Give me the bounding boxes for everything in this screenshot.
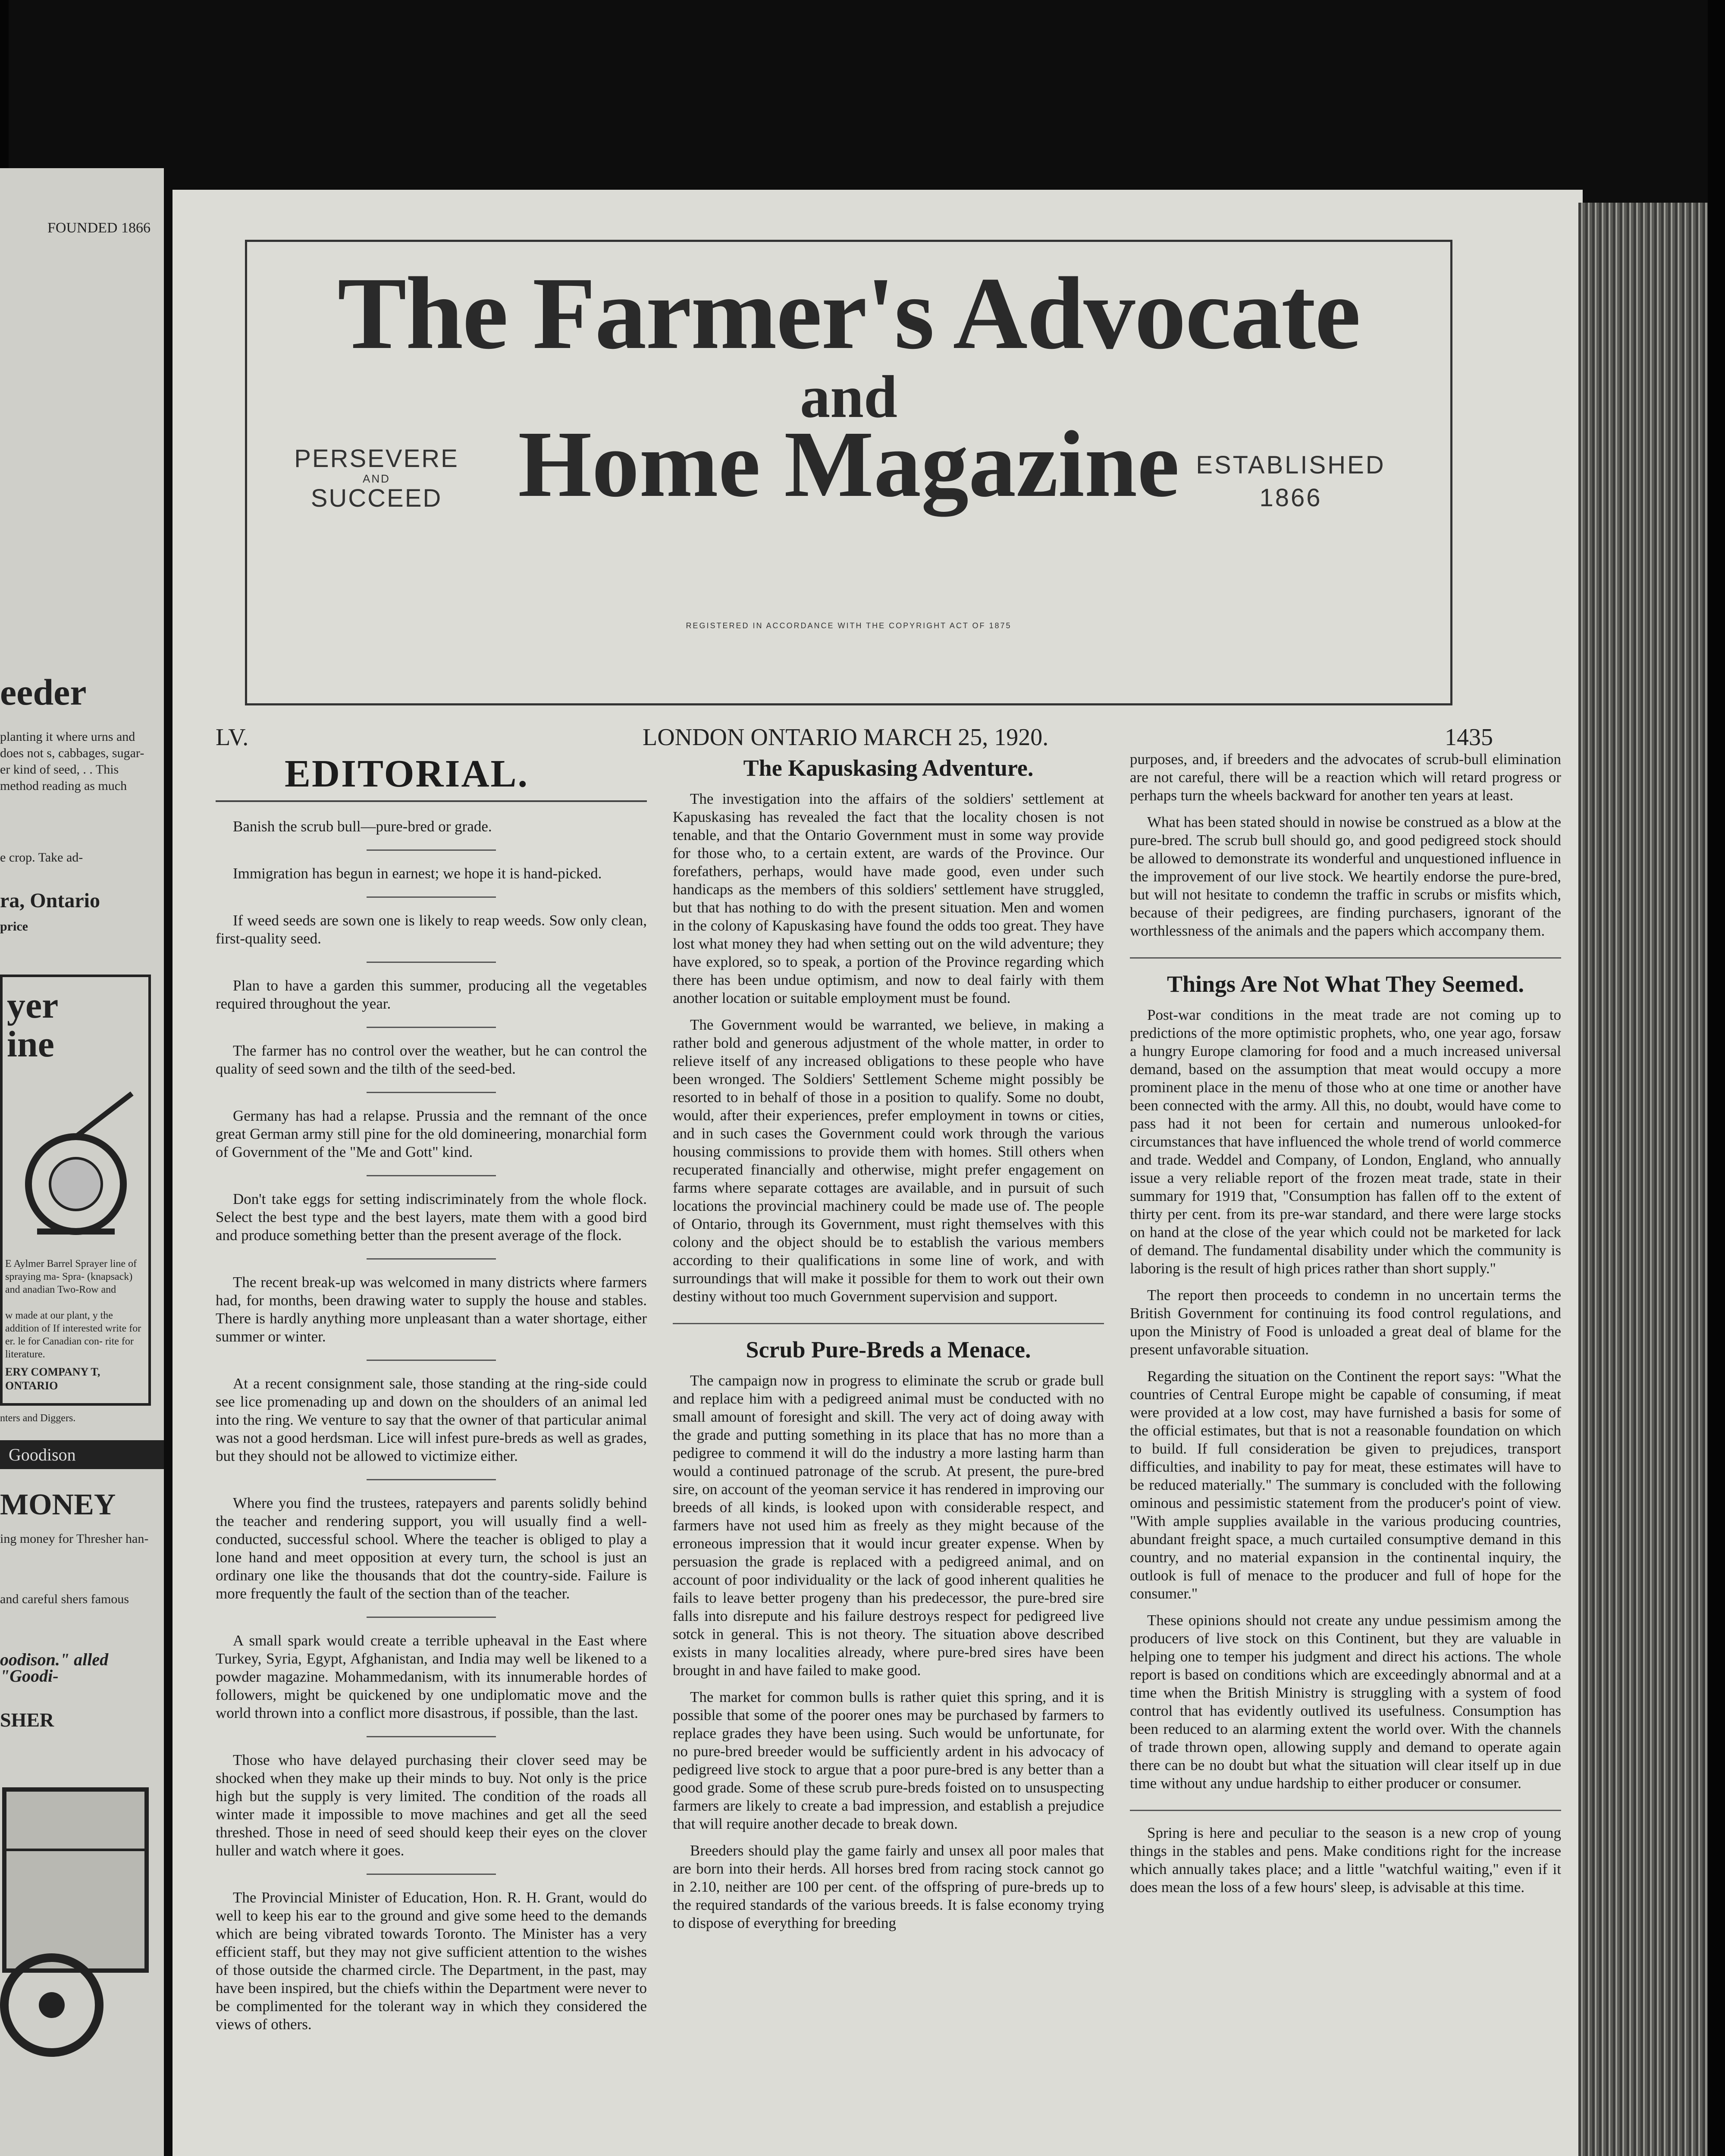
item-separator bbox=[367, 1874, 496, 1875]
newspaper-page bbox=[172, 190, 1583, 2156]
price-text: price bbox=[0, 919, 28, 934]
feeder-text: planting it where urns and does not s, cabbages, sugar- er kind of seed, . . This method reading as much bbox=[0, 730, 144, 793]
item-separator bbox=[367, 1092, 496, 1093]
masthead bbox=[245, 240, 1452, 705]
section-rule bbox=[1130, 1810, 1561, 1811]
editorial-items bbox=[216, 818, 647, 2034]
scrub-continued: What has been stated should in nowise be construed as a blow at the pure-bred. The scrub bull should go, and good pedigreed stock should be allowed to demonstrate its wonderful and unquestioned influence in the improvement of our live stock. We heartily endorse the pure-bred, but will not hesitate to condemn the traffic in scrubs or misfits which, because of their pedigrees, are finding purchasers, ignorant of the worthlessness of the animals and the papers which accompany them. bbox=[1130, 814, 1561, 939]
sprayer-subheading: ine bbox=[7, 1023, 54, 1065]
editorial-item: A small spark would create a terrible upheaval in the East where Turkey, Syria, Egypt, Afghanistan, and India may well be likened to a powder magazine. Mohammedanism, with its innumerable hordes of followers, might be quickened by one undiplomatic move and the world thrown into a conflict more disastrous, if possible, than the last. bbox=[216, 1632, 647, 1721]
goodison-quote: oodison." alled "Goodi- bbox=[0, 1650, 109, 1686]
sprayer-ad-text: w made at our plant, y the addition of If interested write for er. le for Canadian con- rite for literature. bbox=[5, 1310, 141, 1360]
things-paragraph: These opinions should not create any undue pessimism among the producers of live stock on this Continent, but they are valuable in helping one to temper his judgment and direct his actions. The whole report is based on conditions which are exceedingly abnormal and at a time when the British Ministry is struggling with a system of food control that has evidently outlived its usefulness. Consumption has been reduced to an alarming extent the world over. With the channels of trade thrown open, allowing supply and demand to operate again there can be no doubt but what the situation will clear itself up in due time without any undue hardship to either producer or consumer. bbox=[1130, 1612, 1561, 1792]
goodison-band: Goodison bbox=[0, 1440, 164, 1469]
film-edge-right bbox=[1708, 0, 1725, 2156]
editorial-item: At a recent consignment sale, those standing at the ring-side could see lice promenading up and down on the shoulders of an animal led into the ring. We venture to say that the owner of that particular animal was not a good herdsman. Lice will infest pure-breds as well as grades, but they should not be allowed to victimize either. bbox=[216, 1375, 647, 1464]
money-text: ing money for Thresher han- bbox=[0, 1532, 149, 1546]
masthead-subtitle: Home Magazine bbox=[518, 411, 1179, 517]
sprayer-text: E Aylmer Barrel Sprayer line of spraying ma- Spra- (knapsack) and anadian Two-Row and bbox=[5, 1258, 137, 1295]
kapuskasing-paragraph: The investigation into the affairs of the soldiers' settlement at Kapuskasing has revealed the fact that the locality chosen is not tenable, and that the Ontario Government must in some way provide for those who, to a certain extent, are wards of the Province. Our forefathers, perhaps, would have made good, even under such handicaps as the members of this soldiers' settlement have struggled, but that has nothing to do with the present situation. Men and women in the colony of Kapuskasing have found the odds too great. They have lost what money they had when setting out on the wild adventure; they have explored, so to speak, a portion of the Province regarding which there has been undue optimism, and now to deal fairly with them another location or suitable employment must be found. bbox=[673, 790, 1104, 1006]
kapuskasing-paragraph: The Government would be warranted, we believe, in making a rather bold and generous adjustment of the whole matter, in order to relieve itself of any increased obligations to these people who have been wronged. The Soldiers' Settlement Scheme might possibly be resorted to in behalf of those in a position to qualify. Some no doubt, would, after their experiences, prefer employment in towns or cities, and in such cases the Government could work through the various housing commissions to provide them with homes. Still others when recuperated financially and otherwise, might prefer engagement on farms where separate cottages are available, and in pursuit of such locations the provincial machinery could be made use of. The people of Ontario, through its Government, must right themselves with this colony and the object should be to establish the various members according to their qualifications in some line of work, and with surroundings that will make it possible for them to work out their own destiny without too much Government supervision and support. bbox=[673, 1016, 1104, 1305]
editorial-item: Don't take eggs for setting indiscriminately from the whole flock. Select the best type and the best layers, mate them with a good bird and produce something better than the present average of the flock. bbox=[216, 1191, 647, 1244]
editorial-item: Those who have delayed purchasing their clover seed may be shocked when they make up their minds to buy. Not only is the price high but the supply is very limited. The condition of the roads all winter made it impossible to move machines and get all the seed threshed. Those in need of seed should keep their eyes on the clover huller and watch where it goes. bbox=[216, 1752, 647, 1859]
editorial-column bbox=[216, 750, 647, 2139]
things-paragraph: Regarding the situation on the Continent the report says: "What the countries of Central Europe might be capable of consuming, if meat were provided at a low cost, may have furnished a basis for some of the official estimates, but that is not a reasonable foundation on which to build. If full consideration be given to prejudices, transport difficulties, and inability to pay for meat, these estimates will have to be reduced materially." The summary is concluded with the following ominous and pessimistic statement from the producer's point of view. "With ample supplies available in the various producing countries, abundant freight space, a much curtailed consumptive demand in this country, and no material expansion in the continental inquiry, the outlook is full of menace to the producer and full of hope for the consumer." bbox=[1130, 1368, 1561, 1602]
scrub-heading: Scrub Pure-Breds a Menace. bbox=[673, 1323, 1104, 1363]
things-paragraph: The report then proceeds to condemn in no uncertain terms the British Government for continuing its food control regulations, and upon the Ministry of Food is unloaded a great deal of blame for the present unfavorable situation. bbox=[1130, 1287, 1561, 1358]
scrub-paragraph: The campaign now in progress to eliminate the scrub or grade bull and replace him with a pedigreed animal must be conducted with no small amount of foresight and skill. The very act of doing away with the grade and putting something in its place that has no more than a pedigree to commend it will do the industry a more lasting harm than would a continued patronage of the scrub. At present, the pure-bred sire, on account of the yeoman service it has rendered in improving our breeds of all kinds, is looked upon with considerable respect, and farmers have not used him as freely as they might because of the erroneous impression that it would incur greater expense. When by persuasion the grade is replaced with a pedigreed animal, and on account of poor individuality or the lack of good inherent qualities he fails to leave better progeny than his predecessor, the pure-bred sire falls into disrepute and his failure destroys respect for pedigreed live sotck in general. This is not theory. The situation above described exists in many localities already, where pure-bred sires have been brought in and have failed to make good. bbox=[673, 1372, 1104, 1679]
item-separator bbox=[367, 1617, 496, 1618]
careful-text: and careful shers famous bbox=[0, 1592, 129, 1606]
editorial-item: The Provincial Minister of Education, Hon. R. H. Grant, would do well to keep his ear to the ground and give some heed to the demands which are being vibrated towards Toronto. The Minister has a very efficient staff, but they may not give sufficient attention to the wishes of those outside the charmed circle. The Department, in the past, may have been inspired, but the chiefs within the Department were never to be complimented for the tolerant way in which they considered the views of others. bbox=[216, 1889, 647, 2033]
scrub-paragraph: The market for common bulls is rather quiet this spring, and it is possible that some of the poorer ones may be purchased by farmers to replace grades they have been using. Such would be unfortunate, for no pure-bred breeder would be sufficiently ardent in his advocacy of pedigreed live stock to argue that a poor pure-bred is any better than a good grade. Some of these scrub pure-breds foisted on to unsuspecting farmers are likely to create a bad impression, and establish a prejudice that will require another decade to break down. bbox=[673, 1689, 1104, 1832]
editorial-item: Immigration has begun in earnest; we hope it is hand-picked. bbox=[233, 865, 602, 882]
sher-text: SHER bbox=[0, 1709, 54, 1731]
founded-label: FOUNDED 1866 bbox=[47, 220, 151, 236]
volume-number: LV. bbox=[216, 724, 249, 751]
kapuskasing-heading: The Kapuskasing Adventure. bbox=[743, 755, 1034, 781]
feeder-heading: eeder bbox=[0, 671, 87, 713]
planters-text: nters and Diggers. bbox=[0, 1413, 76, 1424]
things-heading: Things Are Not What They Seemed. bbox=[1130, 957, 1561, 997]
item-separator bbox=[367, 1479, 496, 1480]
sprayer-illustration bbox=[11, 1089, 141, 1253]
editorial-item: The recent break-up was welcomed in many districts where farmers had, for months, been drawing water to supply the house and stables. There is hardly anything more unpleasant than a water shortage, either summer or winter. bbox=[216, 1274, 647, 1345]
item-separator bbox=[367, 1736, 496, 1737]
spring-paragraph: Spring is here and peculiar to the season is a new crop of young things in the stables and pens. Make conditions right for the increase which annually takes place; and a little "watchful waiting," even if it does mean the loss of a few hours' sleep, is advisable at this time. bbox=[1130, 1824, 1561, 1896]
motto-persevere: PERSEVERE bbox=[294, 445, 459, 473]
ontario-text: ra, Ontario bbox=[0, 889, 100, 912]
things-paragraph: Post-war conditions in the meat trade are not coming up to predictions of the more optimistic prophets, who, one year ago, forsaw a hungry Europe clamoring for food and a much increased universal demand, based on the assumption that meat would occupy a more prominent place in the menu of those who at one time or another have been connected with the army. All this, no doubt, would have come to pass had it not been for certain and numerous unlooked-for circumstances that have influenced the whole trend of world commerce and trade. Weddel and Company, of London, England, who annually issue a very reliable report of the frozen meat trade, state in their summary for 1919 that, "Consumption has fallen off to the extent of thirty per cent. from its pre-war standard, and there were large stocks on hand at the close of the year which could not be marketed for lack of demand. The fundamental disability under which the community is laboring is the result of high prices rather than short supply." bbox=[1130, 1006, 1561, 1277]
motto-and: AND bbox=[363, 472, 390, 485]
editorial-item: Plan to have a garden this summer, producing all the vegetables required throughout the year. bbox=[216, 977, 647, 1012]
money-heading: MONEY bbox=[0, 1488, 116, 1521]
item-separator bbox=[367, 962, 496, 963]
masthead-motto bbox=[286, 445, 467, 513]
crop-text: e crop. Take ad- bbox=[0, 850, 83, 865]
right-column bbox=[1130, 750, 1561, 2139]
copyright-notice: REGISTERED IN ACCORDANCE WITH THE COPYRIGHT ACT OF 1875 bbox=[686, 621, 1012, 630]
editorial-item: The farmer has no control over the weather, but he can control the quality of seed sown and the tilth of the seed-bed. bbox=[216, 1042, 647, 1077]
item-separator bbox=[367, 896, 496, 898]
editorial-item: Germany has had a relapse. Prussia and the remnant of the once great German army still pine for the old domineering, monarchial form of Government of the "Me and Gott" kind. bbox=[216, 1107, 647, 1160]
previous-page bbox=[0, 168, 164, 2156]
place-date: LONDON ONTARIO MARCH 25, 1920. bbox=[643, 724, 1049, 751]
scrub-continued: purposes, and, if breeders and the advocates of scrub-bull elimination are not careful, there will be a reaction which will retard progress or perhaps turn the wheels backward for another ten years at least. bbox=[1130, 751, 1561, 804]
masthead-established bbox=[1170, 449, 1411, 514]
thresher-illustration bbox=[0, 1764, 155, 2074]
item-separator bbox=[367, 849, 496, 851]
masthead-title: The Farmer's Advocate bbox=[337, 256, 1360, 370]
editorial-item: Where you find the trustees, ratepayers and parents solidly behind the teacher and rendering support, you will usually find a well-conducted, successful school. Where the teacher is obliged to play a lone hand and meet opposition at every turn, the school is just an ordinary one like the thousands that dot the country-side. Failure is more frequently the fault of the section than of the teacher. bbox=[216, 1495, 647, 1602]
established-year: 1866 bbox=[1259, 484, 1322, 512]
page-number: 1435 bbox=[1445, 724, 1493, 751]
item-separator bbox=[367, 1360, 496, 1361]
book-page-edges bbox=[1578, 203, 1708, 2156]
scrub-paragraph: Breeders should play the game fairly and unsex all poor males that are born into their herds. All horses bred from racing stock cannot go in 2.10, neither are 100 per cent. of the offspring of pure-breds up to the required standards of the various breeds. It is false economy trying to dispose of everything for breeding bbox=[673, 1842, 1104, 1931]
editorial-item: If weed seeds are sown one is likely to reap weeds. Sow only clean, first-quality seed. bbox=[216, 912, 647, 947]
item-separator bbox=[367, 1027, 496, 1028]
editorial-heading: EDITORIAL. bbox=[285, 752, 529, 795]
motto-succeed: SUCCEED bbox=[310, 484, 442, 512]
sprayer-heading: yer bbox=[7, 984, 59, 1026]
established-label: ESTABLISHED bbox=[1196, 451, 1386, 479]
middle-column bbox=[673, 755, 1104, 2143]
editorial-rule bbox=[216, 800, 647, 802]
company-name: ERY COMPANY T, ONTARIO bbox=[5, 1366, 100, 1392]
item-separator bbox=[367, 1175, 496, 1176]
item-separator bbox=[367, 1258, 496, 1260]
masthead-and: and bbox=[800, 364, 897, 430]
sprayer-ad-frame bbox=[0, 975, 151, 1406]
editorial-item: Banish the scrub bull—pure-bred or grade. bbox=[233, 818, 492, 835]
